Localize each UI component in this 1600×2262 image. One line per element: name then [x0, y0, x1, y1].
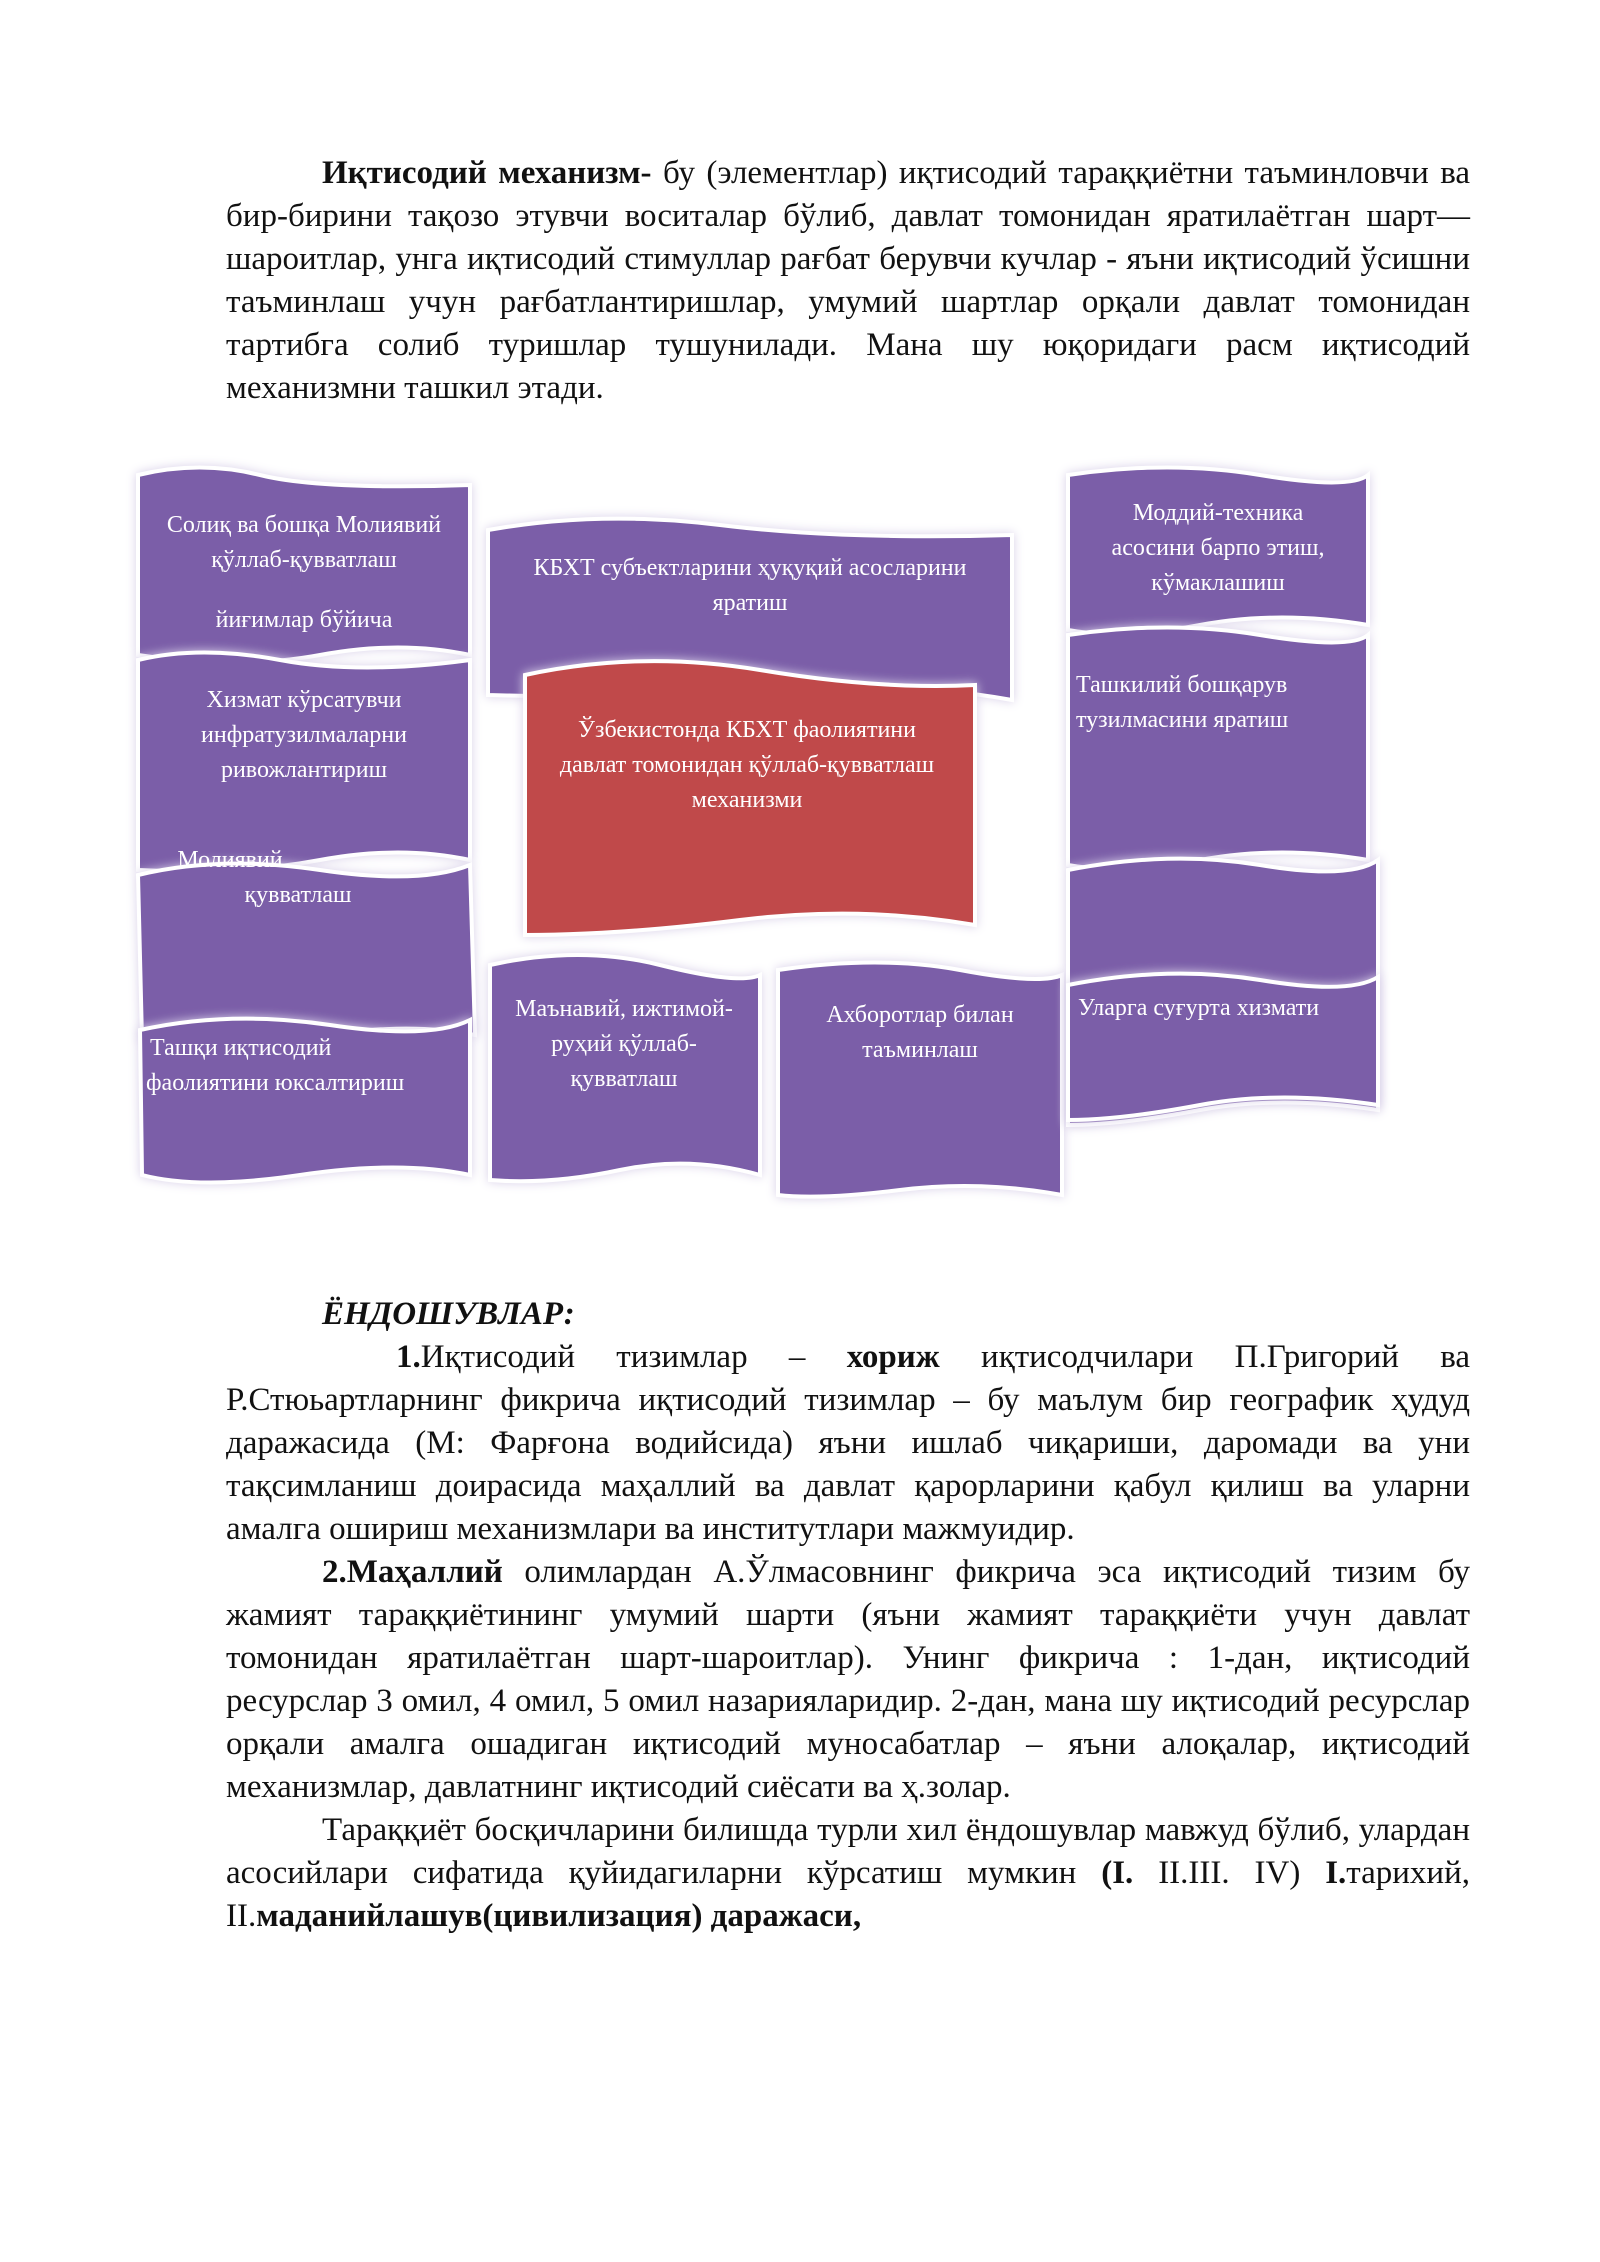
label-fin-2: қувватлаш — [244, 882, 352, 908]
approaches-heading: ЁНДОШУВЛАР: — [322, 1296, 575, 1332]
label-org-1: Ташкилий бошқарув — [1076, 672, 1288, 698]
label-moral-1: Маънавий, ижтимой- — [515, 996, 733, 1022]
approach-paragraph-3 — [226, 1809, 1470, 1938]
approach-1-number: 1. — [396, 1339, 421, 1375]
label-center-1: Ўзбекистонда КБХТ фаолиятини — [577, 717, 917, 743]
label-center-2: давлат томонидан қўллаб-қувватлаш — [559, 752, 935, 778]
intro-text: бу (элементлар) иқтисодий тараққиётни таъминловчи ва бир-бирини тақозо этувчи воситалар бўлиб, давлат томонидан яратилаётган шарт—шароитлар, унга иқтисодий стимуллар рағбат берувчи кучлар - яъни иқтисодий ўсишни таъминлаш учун рағбатлантиришлар, умумий шартлар орқали давлат томонидан тартибга солиб туришлар тушунилади. Мана шу юқоридаги расм иқтисодий механизмни ташкил этади. — [226, 155, 1471, 406]
approach-3-bold-1: (I. — [1101, 1855, 1134, 1891]
label-moral-2: руҳий қўллаб- — [551, 1031, 697, 1057]
approach-1-lead: Иқтисодий тизимлар – — [420, 1339, 847, 1375]
intro-term: Иқтисодий механизм- — [322, 155, 652, 191]
label-material-1: Моддий-техника — [1132, 500, 1304, 526]
box-information — [778, 963, 1062, 1197]
approach-3-text: Тараққиёт босқичларини билишда турли хил ёндошувлар мавжуд бўлиб, улардан асосийлари сифатида қуйидагиларни кўрсатиш мумкин — [226, 1812, 1470, 1891]
label-infra-2: инфратузилмаларни — [201, 722, 407, 748]
label-foreign-1: Ташқи иқтисодий — [150, 1035, 332, 1061]
approach-2-bold: 2.Маҳаллий — [322, 1554, 503, 1590]
intro-paragraph — [226, 152, 1470, 410]
label-center-3: механизми — [691, 787, 803, 813]
label-infra-1: Хизмат кўрсатувчи — [206, 687, 402, 713]
label-foreign-2: фаолиятини юксалтириш — [146, 1070, 405, 1096]
approach-2-text: олимлардан А.Ўлмасовнинг фикрича эса иқтисодий тизим бу жамият тараққиётининг умумий шарти (яъни жамият тараққиёти учун давлат томонидан яратилаётган шарт-шароитлар). Унинг фикрича : 1-дан, иқтисодий ресурслар 3 омил, 4 омил, 5 омил назарияларидир. 2-дан, мана шу иқтисодий ресурслар орқали амалга ошадиган иқтисодий муносабатлар – яъни алоқалар, иқтисодий механизмлар, давлатнинг иқтисодий сиёсати ва ҳ.золар. — [226, 1554, 1470, 1805]
label-tax-1: Солиқ ва бошқа Молиявий — [166, 512, 442, 538]
approach-3-mid-2: тарихий, II. — [226, 1855, 1470, 1934]
mechanism-diagram — [0, 455, 1600, 1225]
approach-paragraph-1 — [226, 1336, 1470, 1551]
label-info-1: Ахборотлар билан — [826, 1002, 1014, 1028]
label-material-3: кўмаклашиш — [1151, 570, 1285, 596]
approaches-section — [226, 1293, 1470, 1938]
approach-1-bold: хориж — [846, 1339, 940, 1375]
approach-3-bold-3: маданийлашув(цивилизация) даражаси, — [256, 1898, 862, 1934]
label-insurance-1: Уларга суғурта хизмати — [1078, 995, 1320, 1021]
label-tax-3: йиғимлар бўйича — [215, 607, 393, 633]
approach-3-bold-2: I. — [1325, 1855, 1347, 1891]
label-material-2: асосини барпо этиш, — [1111, 535, 1325, 561]
label-org-2: тузилмасини яратиш — [1076, 707, 1289, 733]
label-moral-3: қувватлаш — [570, 1066, 678, 1092]
label-legal-2: яратиш — [712, 590, 788, 616]
label-tax-2: қўллаб-қувватлаш — [211, 547, 397, 573]
label-info-2: таъминлаш — [862, 1037, 978, 1063]
approach-3-mid: II.III. IV) — [1133, 1855, 1326, 1891]
label-infra-3: ривожлантириш — [220, 757, 388, 783]
box-org-structure — [1068, 628, 1368, 870]
label-fin-1: Молиявий — [177, 847, 283, 873]
approach-1-text: иқтисодчилари П.Григорий ва Р.Стюьартларнинг фикрича иқтисодий тизимлар – бу маълум бир географик ҳудуд даражасида (М: Фарғона водийсида) яъни ишлаб чиқариши, даромади ва уни тақсимланиш доирасида маҳаллий ва давлат қарорларини қабул қилиш ва уларни амалга ошириш механизмлари ва институтлари мажмуидир. — [226, 1339, 1470, 1547]
label-legal-1: КБХТ субъектларини ҳуқуқий асосларини — [533, 555, 967, 581]
approach-paragraph-2 — [226, 1551, 1470, 1809]
intro-section — [226, 152, 1470, 410]
